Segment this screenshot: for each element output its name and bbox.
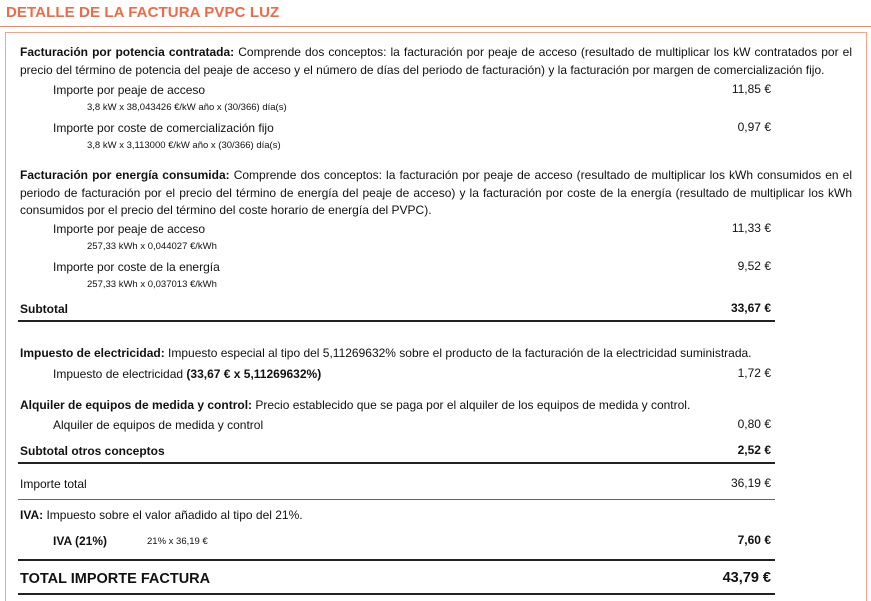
- potencia-heading: Facturación por potencia contratada:: [20, 45, 235, 59]
- alquiler-section: [20, 397, 690, 414]
- impuesto-section: [20, 345, 752, 362]
- impuesto-description: Impuesto especial al tipo del 5,11269632% sobre el producto de la facturación de la electricidad suministrada.: [164, 346, 752, 360]
- potencia-peaje-amount: 11,85 €: [731, 82, 771, 96]
- subtotal-label: Subtotal: [20, 302, 68, 316]
- iva-section: [20, 507, 303, 524]
- alquiler-description: Precio establecido que se paga por el alquiler de los equipos de medida y control.: [252, 398, 691, 412]
- importe-total-label: Importe total: [20, 477, 87, 491]
- iva-amount: 7,60 €: [737, 533, 771, 547]
- energia-section: [20, 167, 852, 220]
- impuesto-heading: Impuesto de electricidad:: [20, 346, 165, 360]
- subtotal-divider: [18, 320, 775, 322]
- energia-peaje-amount: 11,33 €: [731, 221, 771, 235]
- impuesto-amount: 1,72 €: [737, 366, 771, 380]
- energia-coste-calc: 257,33 kWh x 0,037013 €/kWh: [87, 279, 217, 290]
- energia-coste-amount: 9,52 €: [737, 259, 771, 273]
- potencia-section: [20, 44, 852, 79]
- subtotal-otros-amount: 2,52 €: [737, 443, 771, 457]
- energia-peaje-label: Importe por peaje de acceso: [53, 222, 206, 236]
- potencia-peaje-calc: 3,8 kW x 38,043426 €/kW año x (30/366) día(s): [87, 102, 287, 113]
- importe-total-amount: 36,19 €: [730, 476, 771, 490]
- potencia-comercializacion-calc: 3,8 kW x 3,113000 €/kW año x (30/366) día(s): [87, 140, 281, 151]
- page-title: DETALLE DE LA FACTURA PVPC LUZ: [6, 4, 280, 21]
- importe-total-divider: [18, 499, 775, 500]
- subtotal-amount: 33,67 €: [730, 301, 771, 315]
- iva-divider: [18, 559, 775, 561]
- total-amount: 43,79 €: [722, 570, 771, 586]
- alquiler-line-label: Alquiler de equipos de medida y control: [53, 418, 264, 432]
- potencia-peaje-label: Importe por peaje de acceso: [53, 83, 206, 97]
- energia-description: Comprende dos conceptos: la facturación por peaje de acceso (resultado de multiplicar los kWh consumidos en el periodo de facturación por el precio del término de energía del peaje de acceso) y la facturación por coste de la energía (resultado de multiplicar los kWh consumidos por el precio del término del coste horario de energía del PVPC).: [20, 168, 853, 217]
- iva-heading: IVA:: [20, 508, 44, 522]
- potencia-description: Comprende dos conceptos: la facturación por peaje de acceso (resultado de multiplicar los kW contratados por el precio del término de potencia del peaje de acceso y el número de días del periodo de facturación) y la facturación por margen de comercialización fijo.: [20, 45, 852, 77]
- alquiler-amount: 0,80 €: [737, 417, 771, 431]
- alquiler-heading: Alquiler de equipos de medida y control:: [20, 398, 253, 412]
- impuesto-line-calc: (33,67 € x 5,11269632%): [186, 367, 322, 381]
- energia-heading: Facturación por energía consumida:: [20, 168, 230, 182]
- energia-coste-label: Importe por coste de la energía: [53, 260, 220, 274]
- subtotal-otros-label: Subtotal otros conceptos: [20, 444, 165, 458]
- potencia-comercializacion-amount: 0,97 €: [737, 120, 771, 134]
- total-label: TOTAL IMPORTE FACTURA: [20, 571, 211, 587]
- title-divider: [0, 26, 871, 27]
- iva-line-label: IVA (21%): [53, 534, 108, 548]
- subtotal-otros-divider: [18, 462, 775, 464]
- impuesto-line-label: Impuesto de electricidad: [53, 367, 187, 381]
- total-divider: [18, 593, 775, 595]
- energia-peaje-calc: 257,33 kWh x 0,044027 €/kWh: [87, 241, 217, 252]
- potencia-comercializacion-label: Importe por coste de comercialización fijo: [53, 121, 274, 135]
- impuesto-line: [53, 366, 321, 383]
- iva-description: Impuesto sobre el valor añadido al tipo del 21%.: [43, 508, 303, 522]
- iva-line-calc: 21% x 36,19 €: [147, 536, 208, 547]
